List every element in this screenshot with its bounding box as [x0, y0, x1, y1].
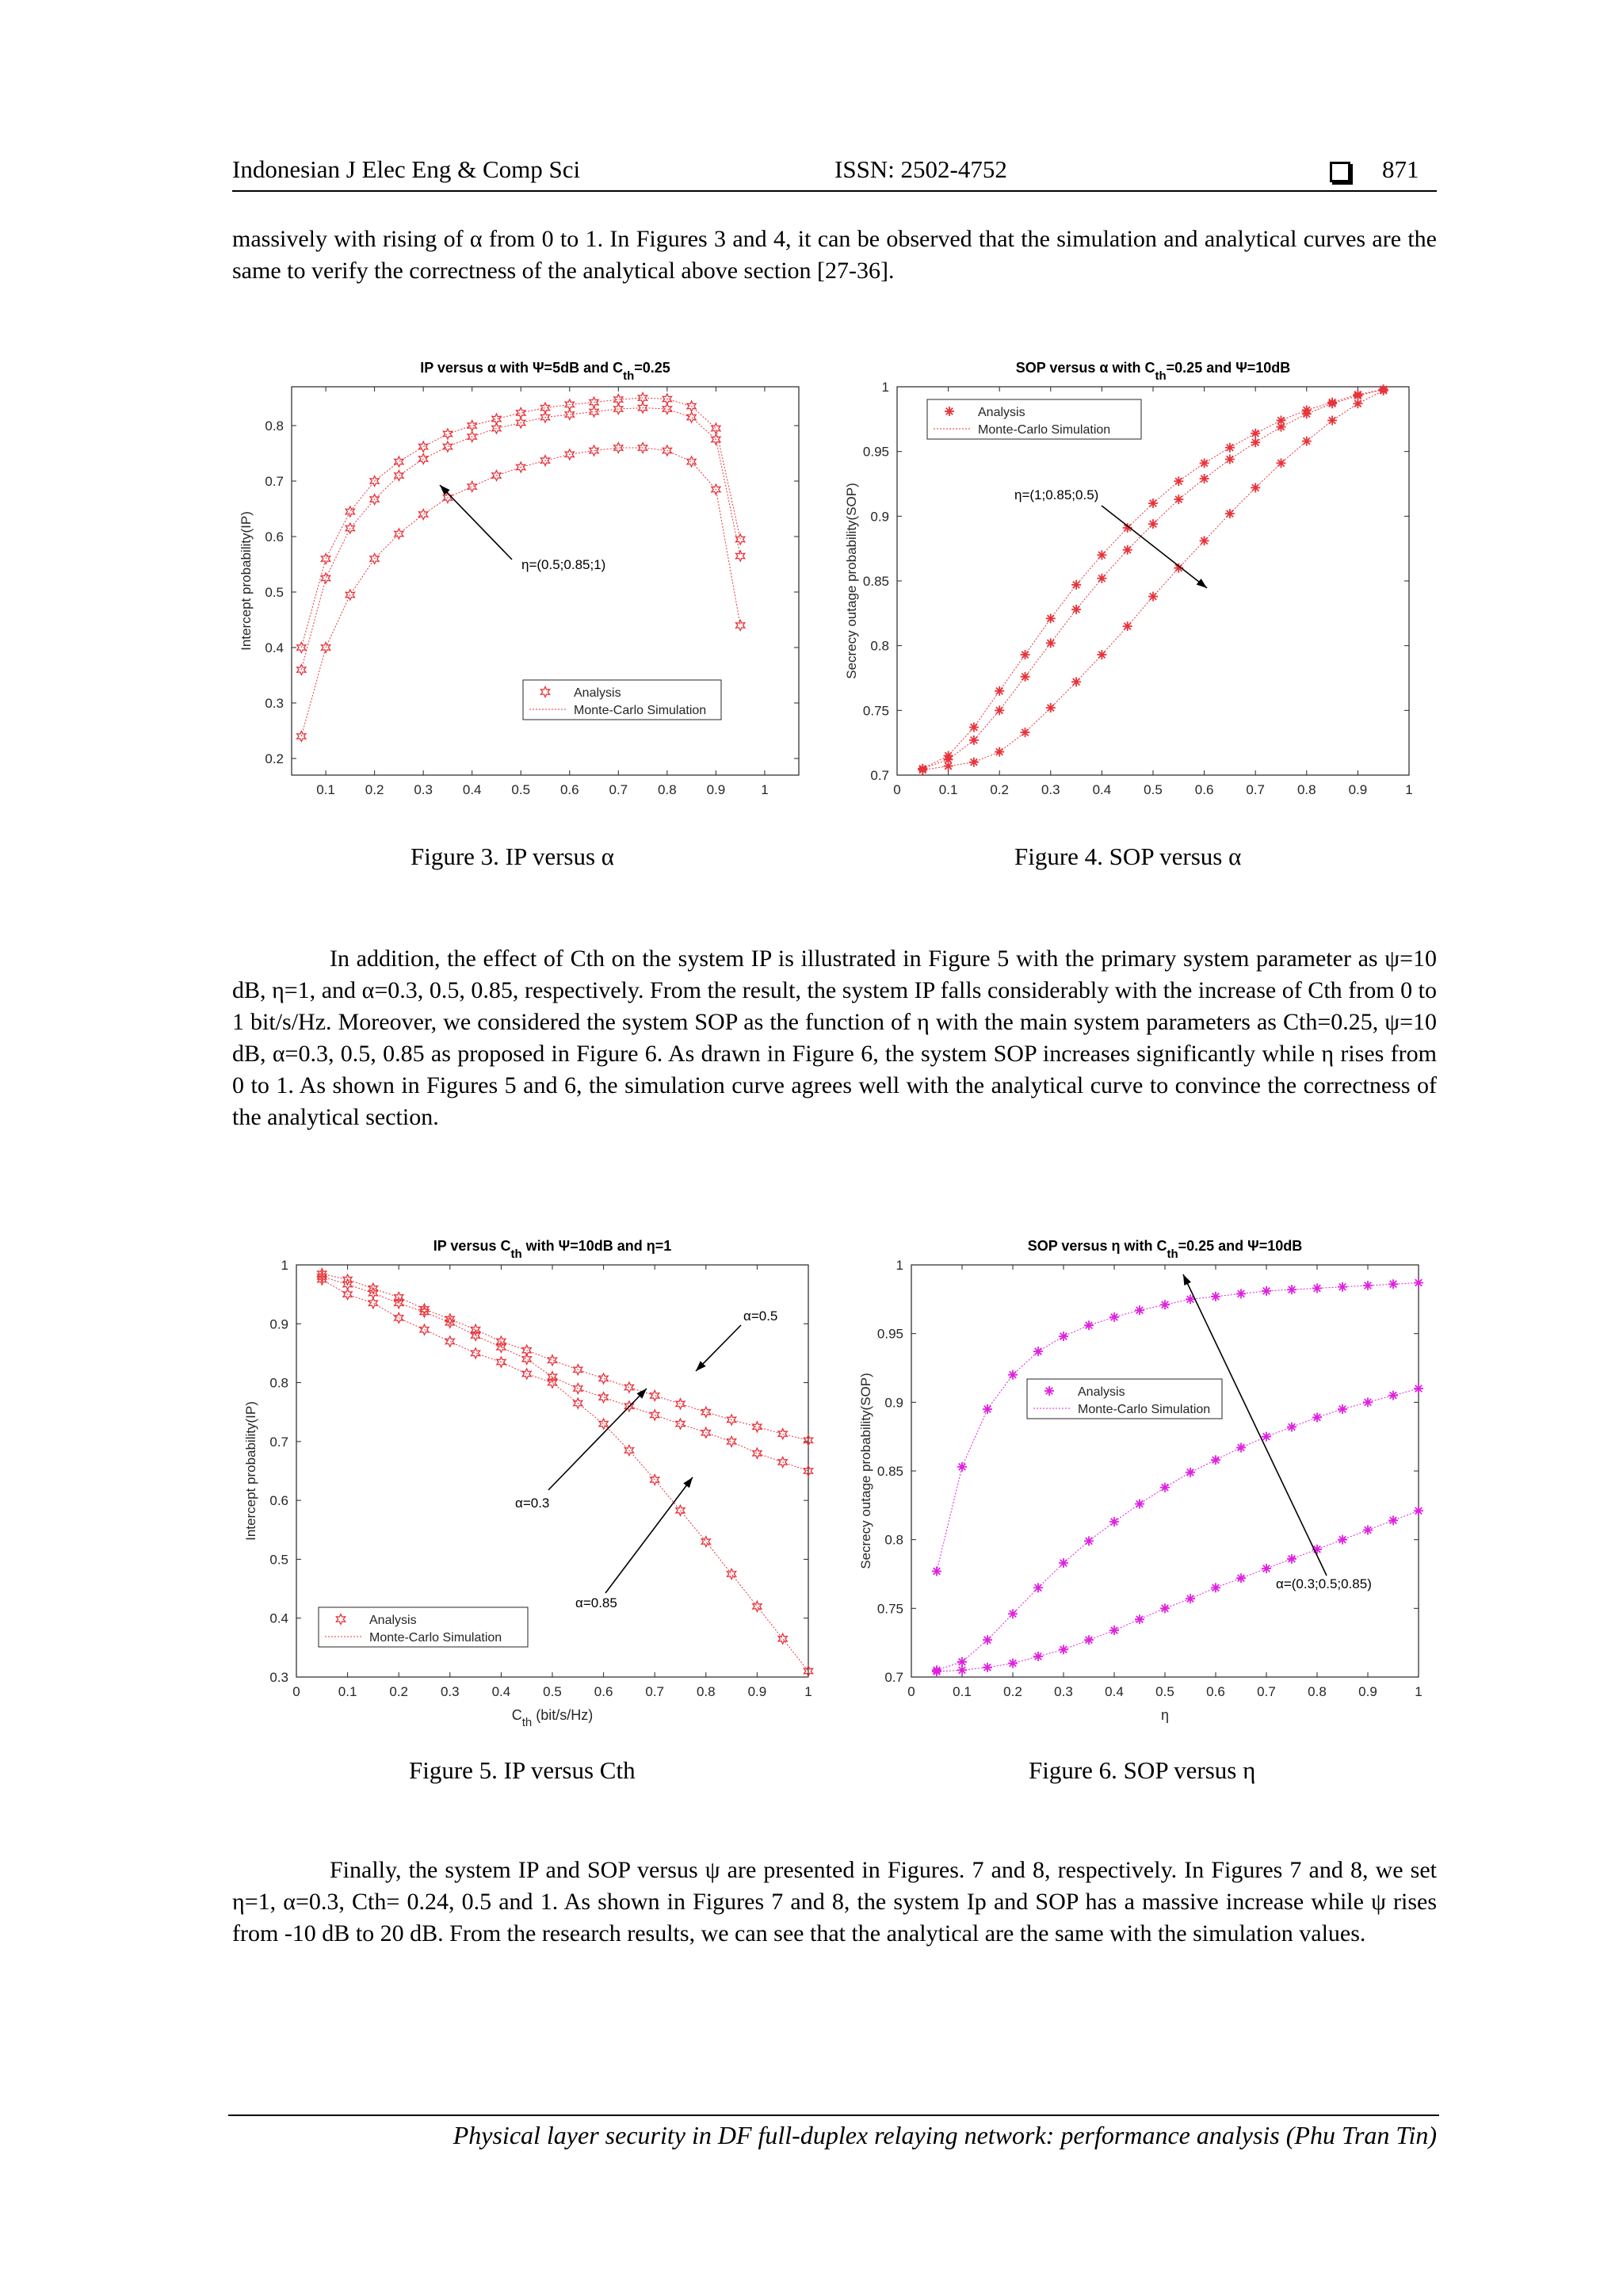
y-tick-label: 0.95: [876, 1326, 903, 1342]
data-point: [1174, 476, 1183, 486]
data-point: [1236, 1289, 1246, 1298]
data-point: [1109, 1312, 1119, 1322]
data-point: [1033, 1652, 1043, 1661]
y-tick-label: 0.7: [265, 474, 284, 489]
data-point: [1251, 483, 1260, 492]
caption-figure-4: Figure 4. SOP versus α: [1014, 842, 1242, 870]
x-tick-label: 0.8: [1308, 1684, 1327, 1699]
data-point: [1135, 1614, 1144, 1624]
data-point: [1046, 703, 1056, 712]
data-point: [1338, 1404, 1347, 1414]
data-point: [1338, 1535, 1347, 1545]
figure-3-chart: [230, 347, 816, 823]
x-tick-label: 0.3: [1041, 782, 1060, 797]
annotation-label: η=(1;0.85;0.5): [1014, 487, 1099, 502]
data-point: [1225, 454, 1235, 464]
data-point: [1174, 495, 1183, 504]
y-tick-label: 0.75: [876, 1601, 903, 1617]
data-point: [1338, 1282, 1347, 1292]
y-axis-label: Intercept probability(IP): [239, 511, 254, 651]
data-point: [1046, 638, 1056, 648]
y-tick-label: 0.3: [265, 696, 284, 711]
data-point: [1186, 1468, 1195, 1477]
data-point: [1071, 605, 1081, 614]
y-tick-label: 0.2: [265, 751, 284, 766]
data-point: [1109, 1517, 1119, 1526]
data-point: [957, 1657, 967, 1667]
chart-title: IP versus $C_{th}$ with Ψ=10dB and η=1: [433, 1238, 672, 1261]
footer-rule: [228, 2115, 1439, 2116]
data-point: [1097, 650, 1106, 659]
y-tick-label: 0.9: [269, 1316, 288, 1332]
legend-label-simulation: Monte-Carlo Simulation: [574, 704, 707, 717]
y-tick-label: 0.95: [862, 444, 889, 460]
x-tick-label: 0.8: [1296, 782, 1316, 797]
data-point: [1236, 1443, 1246, 1453]
y-tick-label: 0.75: [862, 703, 889, 719]
y-tick-label: 0.5: [269, 1552, 288, 1568]
box-icon: [1330, 162, 1350, 182]
legend-label-analysis: Analysis: [574, 686, 621, 700]
x-tick-label: 0.2: [1003, 1684, 1022, 1699]
x-tick-label: 1: [1415, 1684, 1423, 1699]
data-point: [1135, 1499, 1144, 1509]
x-tick-label: 0.5: [543, 1684, 562, 1699]
data-point: [1414, 1384, 1423, 1393]
x-tick-label: 0: [292, 1684, 300, 1699]
figure-6-chart: [840, 1221, 1458, 1744]
data-point: [1059, 1331, 1068, 1341]
data-point: [1277, 458, 1286, 468]
data-point: [995, 705, 1004, 715]
data-point: [1059, 1645, 1068, 1654]
data-point: [1211, 1292, 1220, 1301]
data-point: [1251, 429, 1260, 438]
data-point: [1353, 399, 1362, 408]
data-point: [1236, 1573, 1246, 1583]
page-number: 871: [1330, 155, 1419, 184]
x-tick-label: 0.3: [440, 1684, 460, 1699]
data-point: [1123, 621, 1132, 631]
x-tick-label: 0.3: [414, 782, 433, 797]
data-point: [1084, 1320, 1094, 1330]
paragraph-1: massively with rising of α from 0 to 1. In Figures 3 and 4, it can be observed that the simulation and analytical curves are the same to verify the correctness of the analytical above section [27-36].: [232, 226, 1437, 284]
data-point: [983, 1635, 992, 1645]
data-point: [969, 758, 979, 767]
data-point: [1312, 1412, 1322, 1422]
y-tick-label: 0.85: [876, 1464, 903, 1479]
x-tick-label: 0.1: [338, 1684, 357, 1699]
x-tick-label: 0.1: [953, 1684, 972, 1699]
issn: ISSN: 2502-4752: [834, 155, 1007, 183]
y-tick-label: 0.9: [870, 509, 889, 525]
data-point: [1008, 1609, 1018, 1618]
x-tick-label: 0.7: [645, 1684, 665, 1699]
x-tick-label: 0.7: [609, 782, 628, 797]
y-tick-label: 0.8: [870, 638, 889, 654]
y-axis-label: Secrecy outage probability(SOP): [844, 483, 859, 679]
figure-4-chart: [832, 347, 1450, 823]
y-tick-label: 0.8: [269, 1375, 288, 1391]
data-point: [1388, 1391, 1398, 1400]
data-point: [995, 747, 1004, 757]
data-point: [969, 723, 979, 732]
data-point: [1200, 536, 1209, 545]
data-point: [1379, 386, 1388, 395]
y-tick-label: 0.5: [265, 585, 284, 600]
data-point: [1312, 1283, 1322, 1293]
data-point: [1225, 443, 1235, 453]
data-point: [1097, 574, 1106, 583]
data-point: [1363, 1281, 1373, 1290]
data-point: [957, 1462, 967, 1472]
x-tick-label: 0.4: [1092, 782, 1112, 797]
y-tick-label: 0.4: [265, 640, 284, 655]
x-tick-label: 0: [893, 782, 901, 797]
data-point: [983, 1404, 992, 1414]
legend-label-simulation: Monte-Carlo Simulation: [1078, 1403, 1211, 1416]
x-tick-label: 0: [907, 1684, 915, 1699]
legend-label-analysis: Analysis: [1078, 1385, 1125, 1399]
data-point: [1160, 1483, 1170, 1492]
x-tick-label: 0.8: [696, 1684, 716, 1699]
x-tick-label: 0.2: [389, 1684, 409, 1699]
x-tick-label: 0.9: [747, 1684, 767, 1699]
data-point: [1135, 1305, 1144, 1315]
x-tick-label: 0.6: [1206, 1684, 1225, 1699]
journal-name: Indonesian J Elec Eng & Comp Sci: [232, 155, 581, 183]
data-point: [1160, 1300, 1170, 1309]
legend-label-simulation: Monte-Carlo Simulation: [978, 423, 1111, 437]
y-tick-label: 1: [281, 1258, 288, 1273]
chart-title: SOP versus α with $C_{th}=0.25$ and Ψ=10dB: [1015, 360, 1291, 383]
x-tick-label: 0.5: [1144, 782, 1163, 797]
x-tick-label: 0.9: [706, 782, 726, 797]
data-point: [1414, 1278, 1423, 1288]
legend-label-simulation: Monte-Carlo Simulation: [369, 1631, 502, 1645]
x-tick-label: 0.6: [559, 782, 579, 797]
caption-figure-5: Figure 5. IP versus Cth: [409, 1756, 636, 1784]
data-point: [1186, 1594, 1195, 1603]
data-point: [1148, 592, 1158, 602]
x-tick-label: 0.6: [594, 1684, 613, 1699]
caption-figure-6: Figure 6. SOP versus η: [1029, 1756, 1256, 1784]
page-footer: Physical layer security in DF full-duplex relaying network: performance analysis (Phu Tran Tin): [453, 2121, 1437, 2149]
legend-label-analysis: Analysis: [978, 406, 1025, 419]
data-point: [1109, 1626, 1119, 1635]
data-point: [1021, 672, 1030, 682]
x-tick-label: 0.5: [1155, 1684, 1174, 1699]
data-point: [1211, 1583, 1220, 1592]
y-tick-label: 0.7: [870, 768, 889, 783]
x-tick-label: 1: [1405, 782, 1413, 797]
x-axis-label: $C_{th}$ (bit/s/Hz): [511, 1707, 594, 1729]
data-point: [1084, 1536, 1094, 1545]
y-tick-label: 0.9: [884, 1395, 903, 1411]
chart-title: IP versus α with Ψ=5dB and $C_{th}=0.25$: [420, 360, 670, 383]
plot-area: [897, 387, 1409, 775]
data-point: [1148, 519, 1158, 529]
data-point: [1033, 1583, 1043, 1592]
x-tick-label: 0.1: [938, 782, 958, 797]
y-tick-label: 0.8: [265, 418, 284, 434]
x-tick-label: 0.7: [1246, 782, 1266, 797]
data-point: [1251, 437, 1260, 447]
data-point: [1414, 1506, 1423, 1515]
page-header: [232, 155, 1437, 190]
x-tick-label: 0.4: [462, 782, 482, 797]
x-tick-label: 0.4: [491, 1684, 511, 1699]
data-point: [1287, 1285, 1296, 1294]
y-axis-label: Intercept probability(IP): [243, 1401, 258, 1541]
data-point: [1148, 499, 1158, 508]
data-point: [1008, 1659, 1018, 1668]
caption-figure-3: Figure 3. IP versus α: [411, 842, 615, 870]
y-tick-label: 0.4: [269, 1610, 288, 1626]
x-tick-label: 0.1: [316, 782, 335, 797]
data-point: [1262, 1564, 1271, 1573]
data-point: [1287, 1423, 1296, 1432]
x-tick-label: 0.7: [1257, 1684, 1276, 1699]
x-tick-label: 1: [761, 782, 769, 797]
data-point: [1200, 474, 1209, 483]
data-point: [1211, 1455, 1220, 1465]
data-point: [1262, 1286, 1271, 1296]
paragraph-2: In addition, the effect of Cth on the system IP is illustrated in Figure 5 with the primary system parameter as ψ=10 dB, η=1, and α=0.3, 0.5, 0.85, respectively. From the result, the system IP falls considerably with the increase of Cth from 0 to 1 bit/s/Hz. Moreover, we considered the system SOP as the function of η with the main system parameters as Cth=0.25, ψ=10 dB, α=0.3, 0.5, 0.85 as proposed in Figure 6. As drawn in Figure 6, the system SOP increases significantly while η rises from 0 to 1. As shown in Figures 5 and 6, the simulation curve agrees well with the analytical curve to convince the correctness of the analytical section.: [232, 946, 1437, 1130]
data-point: [1262, 1432, 1271, 1442]
paragraph-3: Finally, the system IP and SOP versus ψ are presented in Figures. 7 and 8, respectively. In Figures 7 and 8, we set η=1, α=0.3, Cth= 0.24, 0.5 and 1. As shown in Figures 7 and 8, the system Ip and SOP has a massive increase while ψ rises from -10 dB to 20 dB. From the research results, we can see that the analytical are the same with the simulation values.: [232, 1857, 1437, 1946]
data-point: [932, 1567, 941, 1576]
x-tick-label: 0.9: [1348, 782, 1368, 797]
data-point: [995, 686, 1004, 696]
data-point: [1084, 1635, 1094, 1645]
x-tick-label: 0.4: [1105, 1684, 1124, 1699]
y-tick-label: 0.85: [862, 574, 889, 589]
data-point: [918, 765, 927, 774]
x-tick-label: 0.5: [511, 782, 531, 797]
y-tick-label: 1: [881, 380, 889, 395]
data-point: [957, 1665, 967, 1675]
data-point: [1033, 1347, 1043, 1356]
x-tick-label: 0.3: [1054, 1684, 1073, 1699]
y-tick-label: 0.7: [884, 1670, 903, 1685]
chart-title: SOP versus η with $C_{th}=0.25$ and Ψ=10dB: [1027, 1238, 1303, 1261]
data-point: [983, 1663, 992, 1672]
data-point: [1302, 409, 1312, 418]
data-point: [1302, 437, 1312, 446]
y-tick-label: 0.7: [269, 1434, 288, 1450]
data-point: [944, 762, 953, 771]
data-point: [1388, 1515, 1398, 1525]
data-point: [1277, 422, 1286, 432]
data-point: [1363, 1526, 1373, 1535]
data-point: [1327, 415, 1337, 425]
legend-label-analysis: Analysis: [369, 1614, 417, 1627]
y-tick-label: 0.8: [884, 1532, 903, 1548]
data-point: [1021, 728, 1030, 737]
y-tick-label: 0.3: [269, 1670, 288, 1685]
x-tick-label: 0.8: [658, 782, 677, 797]
data-point: [1363, 1397, 1373, 1407]
data-point: [969, 735, 979, 745]
data-point: [1388, 1279, 1398, 1289]
data-point: [1021, 650, 1030, 659]
legend-marker: [1044, 1386, 1054, 1396]
header-rule: [232, 190, 1437, 192]
data-point: [1200, 458, 1209, 468]
x-tick-label: 0.6: [1194, 782, 1214, 797]
y-axis-label: Secrecy outage probability(SOP): [858, 1373, 873, 1569]
y-tick-label: 0.6: [265, 529, 284, 544]
data-point: [1225, 509, 1235, 518]
data-point: [1123, 545, 1132, 555]
annotation-label: α=0.3: [515, 1496, 550, 1511]
data-point: [1008, 1370, 1018, 1380]
annotation-label: η=(0.5;0.85;1): [521, 557, 606, 572]
figure-5-chart: [230, 1221, 832, 1744]
data-point: [1097, 550, 1106, 560]
data-point: [1287, 1554, 1296, 1564]
annotation-label: α=0.5: [743, 1308, 778, 1324]
data-point: [1059, 1558, 1068, 1568]
legend-marker: [945, 407, 954, 416]
data-point: [1071, 580, 1081, 590]
data-point: [1327, 399, 1337, 408]
y-tick-label: 1: [896, 1258, 903, 1273]
y-tick-label: 0.6: [269, 1493, 288, 1509]
x-tick-label: 0.2: [990, 782, 1010, 797]
data-point: [1046, 613, 1056, 623]
x-tick-label: 0.9: [1358, 1684, 1377, 1699]
x-tick-label: 1: [804, 1684, 812, 1699]
plot-area: [911, 1265, 1419, 1677]
data-point: [1071, 677, 1081, 686]
data-point: [1160, 1603, 1170, 1613]
annotation-label: α=(0.3;0.5;0.85): [1276, 1576, 1372, 1591]
data-point: [932, 1667, 941, 1676]
x-axis-label: η: [1160, 1707, 1170, 1723]
x-tick-label: 0.2: [365, 782, 384, 797]
annotation-label: α=0.85: [575, 1595, 617, 1610]
